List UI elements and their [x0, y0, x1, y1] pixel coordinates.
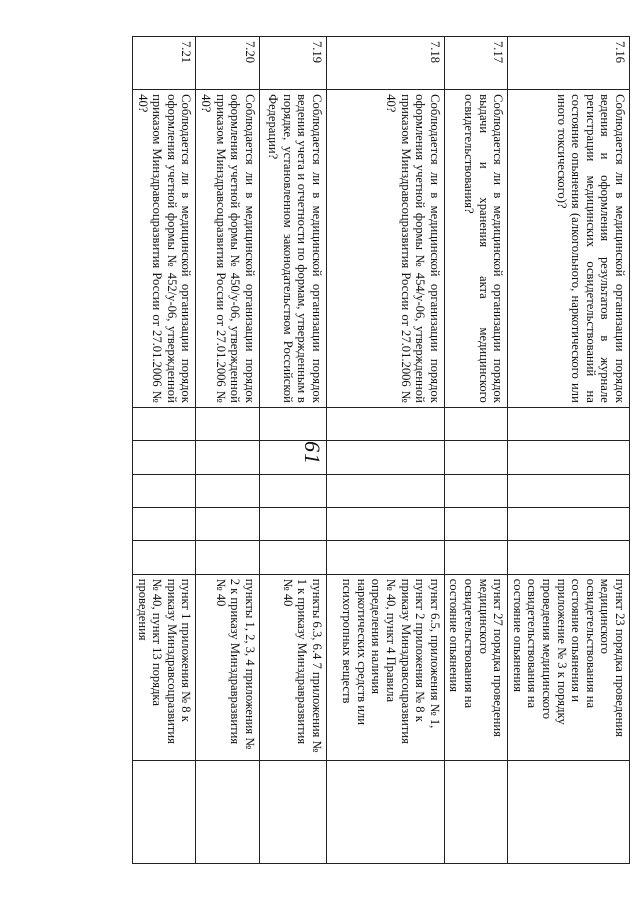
spacer-cell — [326, 541, 444, 574]
row-number: 7.19 — [259, 37, 326, 90]
answer-yes-cell — [326, 407, 444, 440]
answer-no-cell — [326, 441, 444, 474]
table-row — [259, 37, 326, 864]
answer-yes-cell — [444, 407, 507, 440]
spacer-cell — [133, 541, 196, 574]
table-row — [133, 37, 196, 864]
answer-yes-cell — [133, 407, 196, 440]
question-cell: Соблюдается ли в медицинской организации порядок ведения учета и отчетности по формам, утвержденным в порядке, установленном законодательством Российской Федерации? — [259, 90, 326, 408]
reference-cell: пункт 1 приложения № 8 к приказу Минздравсоцразвития № 40, пункт 13 порядка проведения — [133, 574, 196, 761]
note-cell — [326, 761, 444, 864]
answer-yes-cell — [259, 407, 326, 440]
answer-na-cell — [196, 474, 259, 507]
reference-cell: пункт 6.5, приложения № 1, пункт 2 приложения № 8 к приказу Минздравсоцразвития № 40, пункт 4 Правила определения наличия наркотических средств или психотропных веществ — [326, 574, 444, 761]
answer-na-cell — [259, 474, 326, 507]
spacer-cell — [326, 507, 444, 540]
row-number: 7.16 — [508, 37, 630, 90]
answer-na-cell — [508, 474, 630, 507]
table-row — [326, 37, 444, 864]
page-number: 61 — [300, 441, 325, 465]
answer-yes-cell — [196, 407, 259, 440]
spacer-cell — [196, 541, 259, 574]
note-cell — [508, 761, 630, 864]
answer-no-cell — [196, 441, 259, 474]
answer-no-cell — [444, 441, 507, 474]
spacer-cell — [444, 541, 507, 574]
note-cell — [444, 761, 507, 864]
spacer-cell — [259, 507, 326, 540]
spacer-cell — [196, 507, 259, 540]
rotated-sheet — [64, 36, 630, 864]
question-cell: Соблюдается ли в медицинской организации порядок ведения и оформления результатов в журнале регистрации медицинских освидетельствований на состояние опьянения (алкогольного, наркотического или иного токсического)? — [508, 90, 630, 408]
question-cell: Соблюдается ли в медицинской организации порядок выдачи и хранения акта медицинского освидетельствования? — [444, 90, 507, 408]
spacer-cell — [444, 507, 507, 540]
spacer-cell — [508, 507, 630, 540]
row-number: 7.21 — [133, 37, 196, 90]
note-cell — [196, 761, 259, 864]
table-row — [508, 37, 630, 864]
answer-no-cell — [508, 441, 630, 474]
spacer-cell — [133, 507, 196, 540]
reference-cell: пункты 6.3, 6.4 7 приложения № 1 к приказу Минздравразвития № 40 — [259, 574, 326, 761]
table-row — [196, 37, 259, 864]
answer-no-cell — [133, 441, 196, 474]
reference-cell: пункт 23 порядка проведения медицинского освидетельствования на состояние опьянения и приложение № 3 к порядку проведения медицинского освидетельствования на состояние опьянения — [508, 574, 630, 761]
spacer-cell — [508, 541, 630, 574]
note-cell — [133, 761, 196, 864]
table-row — [444, 37, 507, 864]
row-number: 7.17 — [444, 37, 507, 90]
answer-na-cell — [326, 474, 444, 507]
answer-na-cell — [133, 474, 196, 507]
note-cell — [259, 761, 326, 864]
answer-no-cell — [259, 441, 326, 474]
question-cell: Соблюдается ли в медицинской организации порядок оформления учетной формы № 450/у-06, утвержденной приказом Минздравсоцразвития России от 27.01.2006 № 40? — [196, 90, 259, 408]
answer-na-cell — [444, 474, 507, 507]
checklist-table — [132, 36, 630, 864]
row-number: 7.18 — [326, 37, 444, 90]
checklist-table-container — [64, 36, 630, 864]
reference-cell: пункты 1, 2, 3, 4 приложения № 2 к приказу Минздравразвития № 40 — [196, 574, 259, 761]
row-number: 7.20 — [196, 37, 259, 90]
answer-yes-cell — [508, 407, 630, 440]
question-cell: Соблюдается ли в медицинской организации порядок оформления учетной формы № 452/у-06, утвержденной приказом Минздравсоцразвития России от 27.01.2006 № 40? — [133, 90, 196, 408]
question-cell: Соблюдается ли в медицинской организации порядок оформления учетной формы № 454/у-06, утвержденной приказом Минздравсоцразвития России от 27.01.2006 № 40? — [326, 90, 444, 408]
reference-cell: пункт 27 порядка проведения медицинского освидетельствования на состояние опьянения — [444, 574, 507, 761]
spacer-cell — [259, 541, 326, 574]
